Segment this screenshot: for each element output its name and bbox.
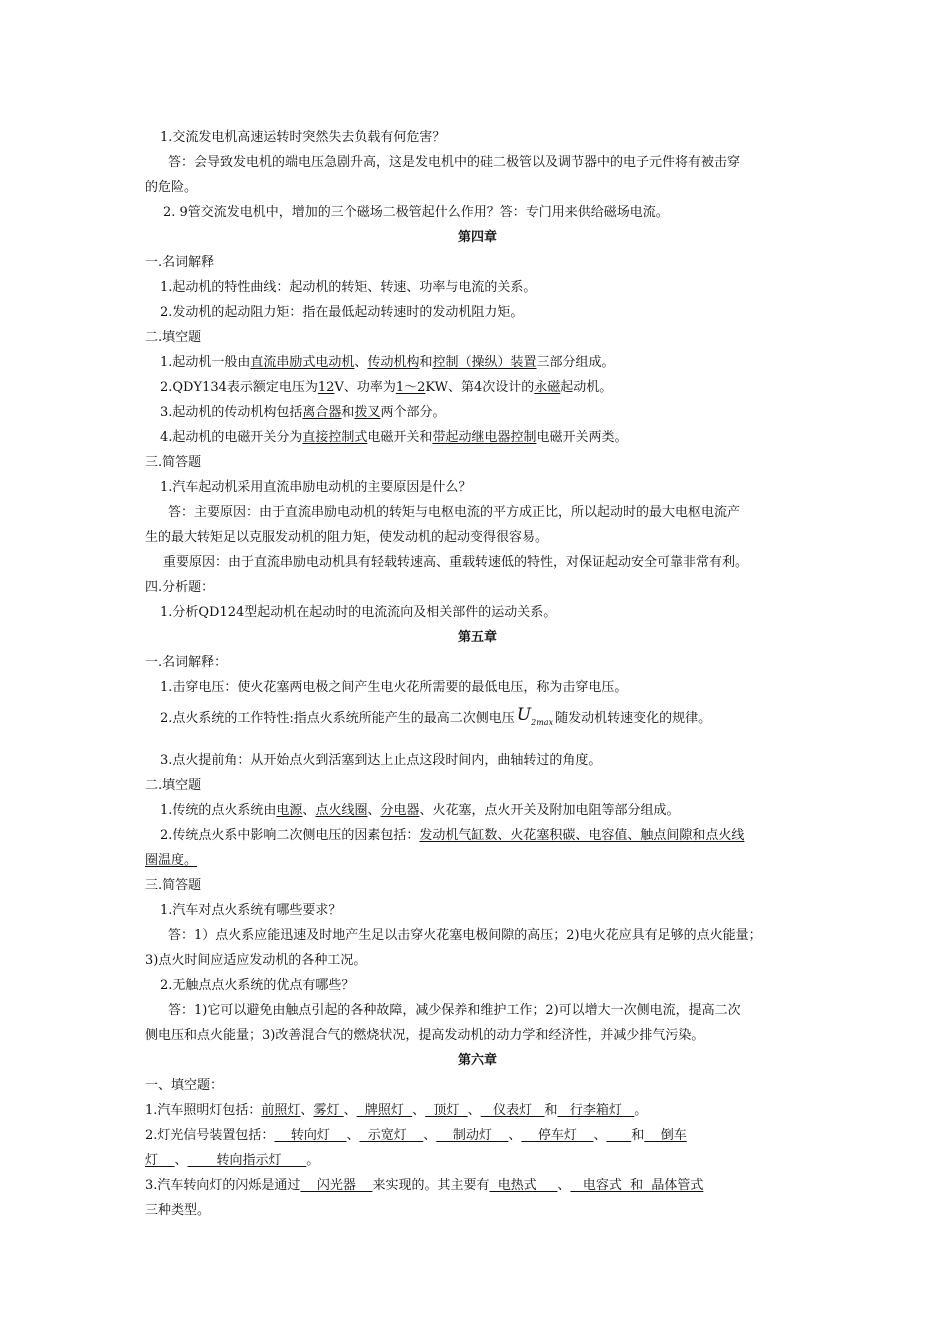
ch3-question-2: 2. 9管交流发电机中，增加的三个磁场二极管起什么作用？答：专门用来供给磁场电流。: [163, 205, 669, 220]
ch3-answer-1-line1: 答：会导致发电机的端电压急剧升高，这是发电机中的硅二极管以及调节器中的电子元件将有被击穿: [168, 155, 741, 170]
fill-text: 。: [306, 1153, 320, 1168]
fill-text: 2.QDY134表示额定电压为: [160, 380, 318, 395]
ch4-definition-2: 2.发动机的起动阻力矩：指在最低起动转速时的发动机阻力矩。: [160, 305, 524, 320]
fill-text: 3.汽车转向灯的闪烁是通过: [145, 1178, 301, 1193]
ch5-short-question-2: 2.无触点点火系统的优点有哪些？: [160, 978, 355, 993]
fill-answer: 电容式 和 晶体管式: [570, 1178, 704, 1193]
fill-answer: 电源: [276, 803, 303, 818]
fill-answer: 停车灯: [521, 1128, 594, 1143]
fill-text: 、: [557, 1178, 571, 1193]
fill-text: 和: [419, 355, 433, 370]
fill-answer: 分电器: [380, 803, 420, 818]
voltage-subscript: 2max: [531, 718, 554, 727]
fill-answer: 控制（操纵）装置: [432, 355, 537, 370]
fill-answer: 行李箱灯: [557, 1103, 635, 1118]
fill-text: 3.起动机的传动机构包括: [160, 405, 303, 420]
ch6-fill-3: [145, 1177, 810, 1195]
fill-answer: 制动灯: [436, 1128, 509, 1143]
fill-text: 和: [544, 1103, 558, 1118]
fill-text: 起动机。: [560, 380, 613, 395]
fill-text: 2.传统点火系中影响二次侧电压的因素包括：: [160, 828, 420, 843]
ch4-short-answer-1-line1: 答：主要原因：由于直流串励电动机的转矩与电枢电流的平方成正比，所以起动时的最大电枢电流产: [168, 505, 741, 520]
definition-text: 2.点火系统的工作特性:指点火系统所能产生的最高二次侧电压: [160, 711, 515, 726]
ch5-definition-2: [160, 702, 810, 728]
fill-text: 和: [631, 1128, 645, 1143]
ch5-section-3-heading: 三.简答题: [145, 878, 202, 893]
fill-answer: 仪表灯: [480, 1103, 545, 1118]
ch3-question-1: 1.交流发电机高速运转时突然失去负载有何危害？: [160, 130, 446, 145]
fill-answer: 1～2: [395, 380, 426, 395]
ch5-definition-1: 1.击穿电压：使火花塞两电极之间产生电火花所需要的最低电压，称为击穿电压。: [160, 680, 628, 695]
fill-blank: [606, 1128, 631, 1143]
ch5-short-answer-1-line1: 答：1）点火系应能迅速及时地产生足以击穿火花塞电极间隙的高压；2)电火花应具有足够的点火能量；: [168, 928, 762, 943]
fill-text: KW、第4次设计的: [425, 380, 535, 395]
fill-text: 1.起动机一般由: [160, 355, 251, 370]
fill-text: 、: [412, 1103, 426, 1118]
fill-text: 、: [302, 803, 316, 818]
ch6-fill-2-continued: [145, 1152, 810, 1170]
fill-text: 、: [174, 1153, 188, 1168]
ch4-analysis-1: 1.分析QD124型起动机在起动时的电流流向及相关部件的运动关系。: [160, 605, 557, 620]
ch4-fill-4: [160, 429, 810, 447]
fill-text: 1.汽车照明灯包括：: [145, 1103, 262, 1118]
ch4-section-2-heading: 二.填空题: [145, 330, 202, 345]
fill-text: 、: [367, 803, 381, 818]
ch6-section-1-heading: 一、填空题：: [145, 1078, 224, 1093]
ch4-section-3-heading: 三.简答题: [145, 455, 202, 470]
fill-answer: 转向指示灯: [187, 1153, 307, 1168]
fill-answer: 转向灯: [274, 1128, 347, 1143]
ch4-short-question-1: 1.汽车起动机采用直流串励电动机的主要原因是什么？: [160, 480, 472, 495]
fill-text: 三部分组成。: [536, 355, 615, 370]
ch6-fill-1: [145, 1102, 810, 1120]
fill-text: 。: [634, 1103, 648, 1118]
ch5-short-answer-2-line2: 侧电压和点火能量；3)改善混合气的燃烧状况，提高发动机的动力学和经济性，并减少排气污染。: [145, 1028, 705, 1043]
chapter-6-title: 第六章: [457, 1053, 497, 1068]
fill-text: V、功率为: [334, 380, 396, 395]
fill-answer: 倒车: [644, 1128, 687, 1143]
fill-answer: 电热式: [489, 1178, 558, 1193]
ch5-short-answer-2-line1: 答：1)它可以避免由触点引起的各种故障，减少保养和维护工作；2)可以增大一次侧电流，提高二次: [168, 1003, 741, 1018]
fill-answer: 直接控制式: [302, 430, 368, 445]
ch4-short-answer-1-line3: 重要原因：由于直流串励电动机具有轻载转速高、重载转速低的特性，对保证起动安全可靠非常有利。: [163, 555, 749, 570]
fill-text: 来实现的。其主要有: [372, 1178, 490, 1193]
fill-text: 、火花塞，点火开关及附加电阻等部分组成。: [419, 803, 680, 818]
fill-text: 、: [467, 1103, 481, 1118]
fill-answer: 带起动继电器控制: [432, 430, 537, 445]
fill-answer: 灯: [145, 1153, 175, 1168]
ch4-definition-1: 1.起动机的特性曲线：起动机的转矩、转速、功率与电流的关系。: [160, 280, 537, 295]
definition-text: 随发动机转速变化的规律。: [555, 711, 712, 726]
fill-text: 电磁开关和: [367, 430, 433, 445]
ch5-short-answer-1-line2: 3)点火时间应适应发动机的各种工况。: [145, 953, 367, 968]
chapter-4-title: 第四章: [457, 230, 497, 245]
ch5-fill-2: [160, 827, 810, 845]
fill-text: 两个部分。: [380, 405, 446, 420]
fill-answer: 圈温度。: [145, 853, 198, 868]
ch3-answer-1-line2: 的危险。: [145, 180, 198, 195]
ch5-definition-3: 3.点火提前角：从开始点火到活塞到达上止点这段时间内，曲轴转过的角度。: [160, 753, 602, 768]
fill-answer: 闪光器: [300, 1178, 373, 1193]
fill-text: 2.灯光信号装置包括：: [145, 1128, 275, 1143]
fill-answer: 12: [317, 380, 335, 395]
fill-answer: 顶灯: [425, 1103, 468, 1118]
fill-text: 、: [300, 1103, 314, 1118]
fill-answer: 示宽灯: [359, 1128, 424, 1143]
ch4-fill-3: [160, 404, 810, 422]
fill-text: 、: [593, 1128, 607, 1143]
fill-answer: 永磁: [534, 380, 561, 395]
voltage-symbol: U: [516, 705, 532, 725]
fill-text: 、: [343, 1103, 357, 1118]
ch5-fill-1: [160, 802, 810, 820]
ch4-section-1-heading: 一.名词解释: [145, 255, 215, 270]
fill-answer: 雾灯: [313, 1103, 344, 1118]
ch5-short-question-1: 1.汽车对点火系统有哪些要求？: [160, 903, 342, 918]
ch6-fill-3-continued: 三种类型。: [145, 1203, 211, 1218]
fill-text: 、: [423, 1128, 437, 1143]
ch4-fill-1: [160, 354, 810, 372]
ch4-fill-2: [160, 379, 810, 397]
ch5-section-2-heading: 二.填空题: [145, 778, 202, 793]
ch5-section-1-heading: 一.名词解释：: [145, 655, 228, 670]
fill-text: 1.传统的点火系统由: [160, 803, 277, 818]
ch5-fill-2-continued: [145, 852, 810, 870]
fill-answer: 前照灯: [261, 1103, 301, 1118]
fill-answer: 牌照灯: [356, 1103, 413, 1118]
fill-text: 4.起动机的电磁开关分为: [160, 430, 303, 445]
fill-answer: 离合器: [302, 405, 342, 420]
fill-text: 和: [341, 405, 355, 420]
fill-text: 、: [346, 1128, 360, 1143]
fill-text: 、: [354, 355, 368, 370]
fill-text: 、: [508, 1128, 522, 1143]
fill-answer: 拨叉: [354, 405, 381, 420]
fill-text: 电磁开关两类。: [536, 430, 628, 445]
ch6-fill-2: [145, 1127, 810, 1145]
ch4-section-4-heading: 四.分析题：: [145, 580, 215, 595]
fill-answer: 发动机气缸数、火花塞积碳、电容值、触点间隙和点火线: [419, 828, 745, 843]
fill-answer: 点火线圈: [315, 803, 368, 818]
fill-answer: 传动机构: [367, 355, 420, 370]
fill-answer: 直流串励式电动机: [250, 355, 355, 370]
ch4-short-answer-1-line2: 生的最大转矩足以克服发动机的阻力矩，使发动机的起动变得很容易。: [145, 530, 549, 545]
chapter-5-title: 第五章: [457, 630, 497, 645]
